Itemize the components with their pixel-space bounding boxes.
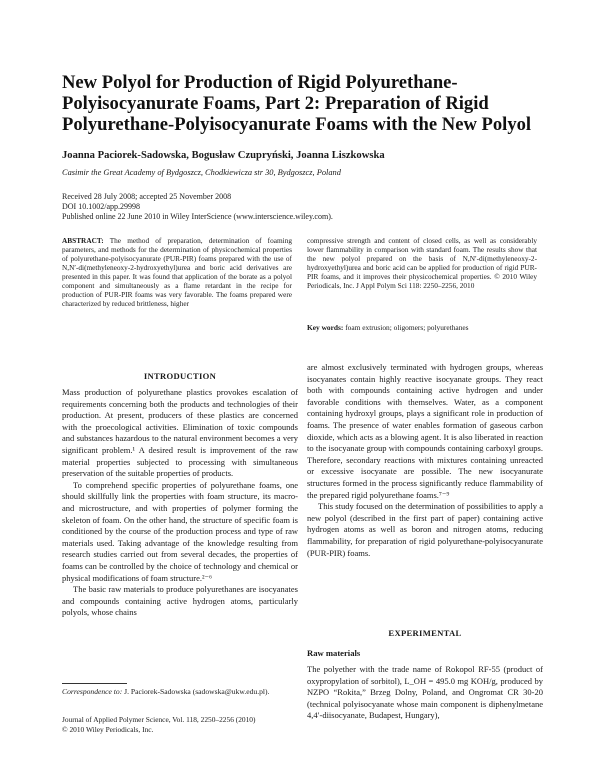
correspondence-label: Correspondence to: <box>62 687 123 696</box>
publication-dates <box>62 192 542 222</box>
keywords-text: foam extrusion; oligomers; polyurethanes <box>345 323 469 332</box>
affiliation: Casimir the Great Academy of Bydgoszcz, Chodkiewicza str 30, Bydgoszcz, Poland <box>62 168 341 177</box>
raw-materials-paragraph: The polyether with the trade name of Rokopol RF-55 (product of oxypropylation of sorbitol), L_OH = 495.0 mg KOH/g, produced by NZPO “Rokita,” Brzeg Dolny, Poland, and Ongromat CR 30-20 (technical polyisocyanate whose main component is diphenylmetane 4,4′-diisocyanate, Budapest, Hungary), <box>307 664 543 721</box>
intro-paragraph-5: This study focused on the determination of possibilities to apply a new polyol (described in the first part of paper) containing active hydrogen atoms as well as boron and nitrogen atoms, reducing flammability, for preparation of rigid polyurethane-polyisocyanurate (PUR-PIR) foams. <box>307 501 543 558</box>
copyright: © 2010 Wiley Periodicals, Inc. <box>62 724 154 734</box>
abstract-text-left: The method of preparation, determination of foaming parameters, and methods for the determination of physicochemical properties of polyurethane-polyisocyanurate (PUR-PIR) foams prepared with the use of N,N′-di(methyleneoxy-2-hydroxyethyl)urea and boric acid derivatives are presented in this paper. It was found that application of the borate as a polyol component and simultaneously as a flame retardant in the recipe for production of PUR-PIR foams was very favorable. The foams prepared were characterized by reduced brittleness, higher <box>62 236 292 308</box>
author-list: Joanna Paciorek-Sadowska, Bogusław Czupryński, Joanna Liszkowska <box>62 150 385 161</box>
correspondence-email: J. Paciorek-Sadowska (sadowska@ukw.edu.pl). <box>124 687 270 696</box>
experimental-column <box>307 664 543 722</box>
intro-paragraph-1: Mass production of polyurethane plastics provokes escalation of requirements concerning both the products and technologies of their production. At present, producers of these plastics are concerned with the proecological activities. Elimination of toxic compounds and substances hazardous to the natural environment becomes a very significant problem.¹ A desired result is improvement of the raw material properties subjected to processing with simultaneous preservation of the suitable properties of products. <box>62 387 298 479</box>
doi: DOI 10.1002/app.29998 <box>62 202 140 211</box>
journal-info <box>62 715 322 734</box>
journal-citation: Journal of Applied Polymer Science, Vol. 118, 2250–2256 (2010) <box>62 715 256 724</box>
introduction-left-column <box>62 387 298 619</box>
experimental-heading: EXPERIMENTAL <box>388 628 462 638</box>
intro-paragraph-4: are almost exclusively terminated with hydrogen groups, whereas isocyanates contain highly reactive isocyanate groups. They react both with compounds containing active hydrogen and under favorable conditions with themselves. Water, as a component containing hydroxyl groups, plays a significant role in production of foams. The presence of water enables formation of gaseous carbon dioxide, which acts as a blowing agent. It is also liberated in reaction to the isocyanate group with compounds containing carboxyl groups. Therefore, secondary reactions with mixtures containing unreacted or excessive isocyanate are possible. The new isocyanurate structures formed in the process significantly reduce flammability of the prepared rigid polyurethane foams.⁷⁻⁹ <box>307 362 543 500</box>
abstract-left <box>62 236 292 308</box>
intro-paragraph-2: To comprehend specific properties of polyurethane foams, one should skillfully link the properties with foam structure, its macro- and microstructure, and with properties of polymer forming the skeleton of foam. On the other hand, the structure of specific foam is conditioned by the course of the production process and type of raw materials used. Taking advantage of the knowledge resulting from research studies carried out from several decades, the properties of foams can be controlled by the choice of technology and chemical or physical modifications of foam structure.²⁻⁶ <box>62 479 298 583</box>
published-date: Published online 22 June 2010 in Wiley InterScience (www.interscience.wiley.com). <box>62 212 333 221</box>
keywords <box>307 323 537 332</box>
keywords-label: Key words: <box>307 323 344 332</box>
received-date: Received 28 July 2008; accepted 25 November 2008 <box>62 192 232 201</box>
raw-materials-heading: Raw materials <box>307 648 361 658</box>
introduction-heading: INTRODUCTION <box>143 371 217 381</box>
intro-paragraph-3: The basic raw materials to produce polyurethanes are isocyanates and compounds containing active hydrogen atoms, particularly polyols, whose chains <box>62 584 298 618</box>
article-title: New Polyol for Production of Rigid Polyurethane-Polyisocyanurate Foams, Part 2: Preparation of Rigid Polyurethane-Polyisocyanurate Foams with the New Polyol <box>62 72 532 135</box>
introduction-right-column <box>307 362 543 559</box>
correspondence-note <box>62 687 302 697</box>
abstract-right: compressive strength and content of closed cells, as well as considerably lower flammability in comparison with standard foam. The results show that the new polyol prepared on the basis of N,N′-di(methyleneoxy-2-hydroxyethyl)urea and boric acid can be applied for production of rigid PUR-PIR foams, and it improves their physicochemical properties. © 2010 Wiley Periodicals, Inc. J Appl Polym Sci 118: 2250–2256, 2010 <box>307 236 537 290</box>
footnote-rule <box>62 683 127 684</box>
abstract-label: ABSTRACT: <box>62 236 104 245</box>
